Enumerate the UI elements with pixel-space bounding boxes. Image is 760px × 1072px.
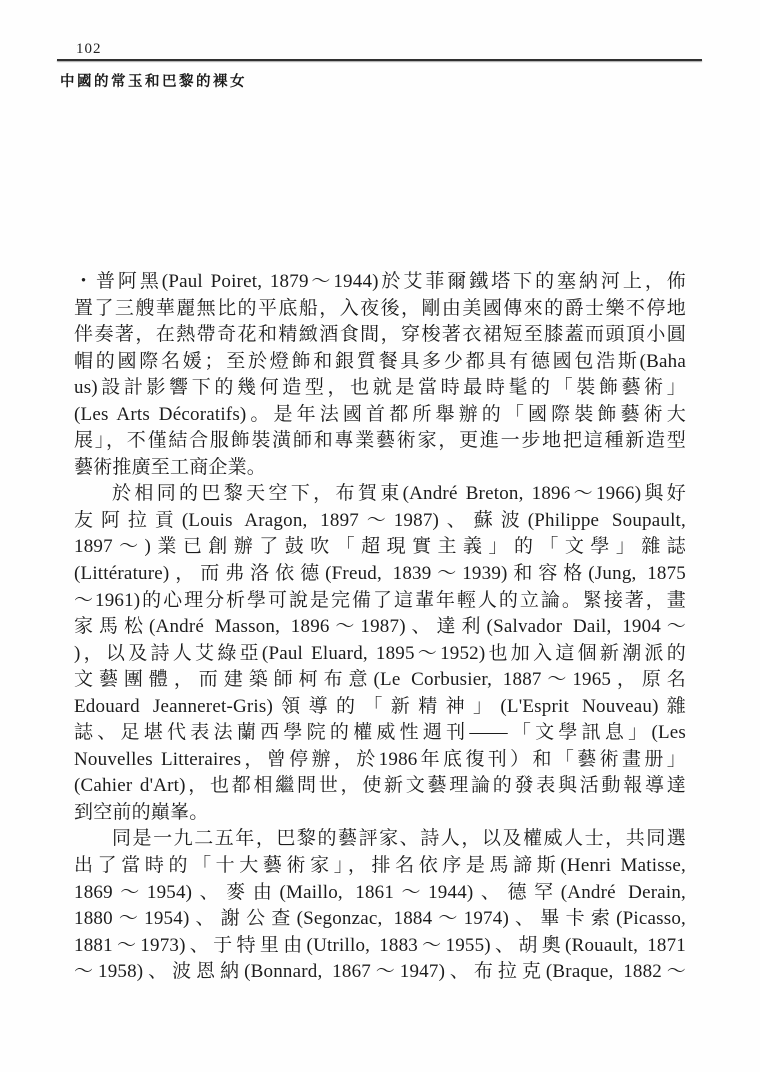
paragraph	[74, 269, 686, 481]
text-line: 友阿拉貢(Louis Aragon, 1897～1987)、蘇波(Philippe Soupault,	[74, 509, 686, 531]
text-line: 到空前的巔峯。	[74, 801, 209, 823]
page-number: 102	[76, 41, 102, 57]
text-line: 同是一九二五年，巴黎的藝評家、詩人，以及權威人士，共同選	[112, 828, 686, 850]
text-line: ～1961)的心理分析學可說是完備了這輩年輕人的立論。緊接著，畫	[74, 589, 686, 611]
text-line: 藝術推廣至工商企業。	[74, 456, 267, 478]
text-line: 於相同的巴黎天空下，布賀東(André Breton, 1896～1966)與好	[112, 483, 686, 505]
text-line: (Cahier d'Art)，也都相繼問世，使新文藝理論的發表與活動報導達	[74, 775, 686, 797]
text-line: 1869～1954)、麥由(Maillo, 1861～1944)、德罕(André Derain,	[74, 881, 686, 903]
text-line: 帽的國際名媛；至於燈飾和銀質餐具多少都具有德國包浩斯(Baha	[74, 350, 686, 372]
text-line: Nouvelles Litteraires，曾停辦，於1986年底復刊）和「藝術畫册」	[74, 748, 686, 770]
text-line: 伴奏著，在熱帶奇花和精緻酒食間，穿梭著衣裙短至膝蓋而頭頂小圓	[74, 324, 686, 346]
text-line: )，以及詩人艾綠亞(Paul Eluard, 1895～1952)也加入這個新潮派的	[74, 642, 686, 664]
text-line: 出了當時的「十大藝術家」，排名依序是馬諦斯(Henri Matisse,	[74, 855, 686, 877]
text-line: 誌、足堪代表法蘭西學院的權威性週刊——「文學訊息」(Les	[74, 722, 686, 744]
body-text	[74, 269, 686, 986]
text-line: 置了三艘華麗無比的平底船，入夜後，剛由美國傳來的爵士樂不停地	[74, 297, 686, 319]
text-line: (Littérature)，而弗洛依德(Freud, 1839～1939)和容格(Jung, 1875	[74, 563, 686, 585]
text-line: 展」，不僅結合服飾裝潢師和專業藝術家，更進一步地把這種新造型	[74, 430, 686, 452]
text-line: us)設計影響下的幾何造型，也就是當時最時髦的「裝飾藝術」	[74, 377, 686, 399]
text-line: ・普阿黑(Paul Poiret, 1879～1944)於艾菲爾鐵塔下的塞納河上，佈	[74, 271, 686, 292]
paragraph	[74, 481, 686, 826]
text-line: (Les Arts Décoratifs)。是年法國首都所舉辦的「國際裝飾藝術大	[74, 403, 686, 425]
paragraph	[74, 826, 686, 985]
text-line: Edouard Jeanneret-Gris)領導的「新精神」(L'Esprit Nouveau)雜	[74, 695, 686, 717]
text-line: 1880～1954)、謝公查(Segonzac, 1884～1974)、畢卡索(Picasso,	[74, 908, 686, 930]
header-rule	[57, 59, 702, 61]
text-line: 文藝團體，而建築師柯布意(Le Corbusier, 1887～1965，原名	[74, 669, 686, 691]
text-line: 家馬松(André Masson, 1896～1987)、達利(Salvador Dail, 1904～	[74, 616, 686, 638]
running-title: 中國的常玉和巴黎的裸女	[60, 74, 247, 90]
text-line: 1881～1973)、于特里由(Utrillo, 1883～1955)、胡奧(Rouault, 1871	[74, 934, 686, 956]
text-line: ～1958)、波恩納(Bonnard, 1867～1947)、布拉克(Braque, 1882～	[74, 961, 686, 983]
text-line: 1897～)業已創辦了鼓吹「超現實主義」的「文學」雜誌	[74, 536, 686, 558]
